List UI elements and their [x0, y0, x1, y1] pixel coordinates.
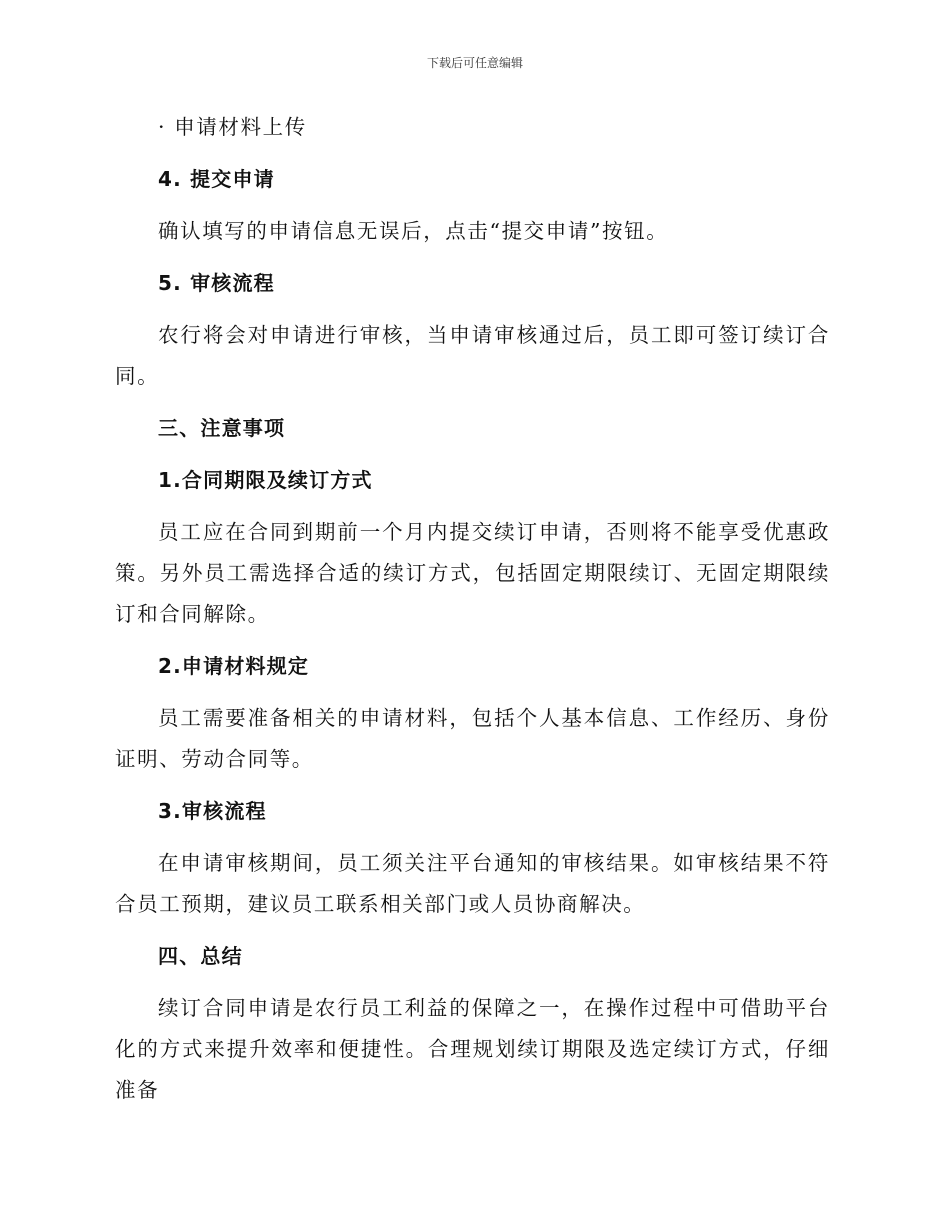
- document-body: [115, 107, 830, 1111]
- paragraph: 在申请审核期间，员工须关注平台通知的审核结果。如审核结果不符合员工预期，建议员工联系相关部门或人员协商解决。: [115, 851, 830, 916]
- section-heading: 三、注意事项: [158, 416, 286, 440]
- section-heading: 5. 审核流程: [158, 271, 275, 295]
- paragraph: 农行将会对申请进行审核，当申请审核通过后，员工即可签订续订合同。: [115, 323, 830, 388]
- section-heading: 3.审核流程: [158, 799, 267, 823]
- section-heading: 四、总结: [158, 944, 243, 968]
- paragraph: 续订合同申请是农行员工利益的保障之一，在操作过程中可借助平台化的方式来提升效率和便捷性。合理规划续订期限及选定续订方式，仔细准备: [115, 996, 830, 1102]
- paragraph: 员工应在合同到期前一个月内提交续订申请，否则将不能享受优惠政策。另外员工需选择合适的续订方式，包括固定期限续订、无固定期限续订和合同解除。: [115, 520, 830, 626]
- page-header: 下载后可任意编辑: [426, 56, 523, 70]
- paragraph: 员工需要准备相关的申请材料，包括个人基本信息、工作经历、身份证明、劳动合同等。: [115, 706, 830, 771]
- paragraph: 确认填写的申请信息无误后，点击“提交申请”按钮。: [158, 219, 669, 243]
- section-heading: 1.合同期限及续订方式: [158, 468, 373, 492]
- section-heading: 2.申请材料规定: [158, 654, 310, 678]
- section-heading: 4. 提交申请: [158, 167, 275, 191]
- bullet-item: · 申请材料上传: [158, 115, 307, 139]
